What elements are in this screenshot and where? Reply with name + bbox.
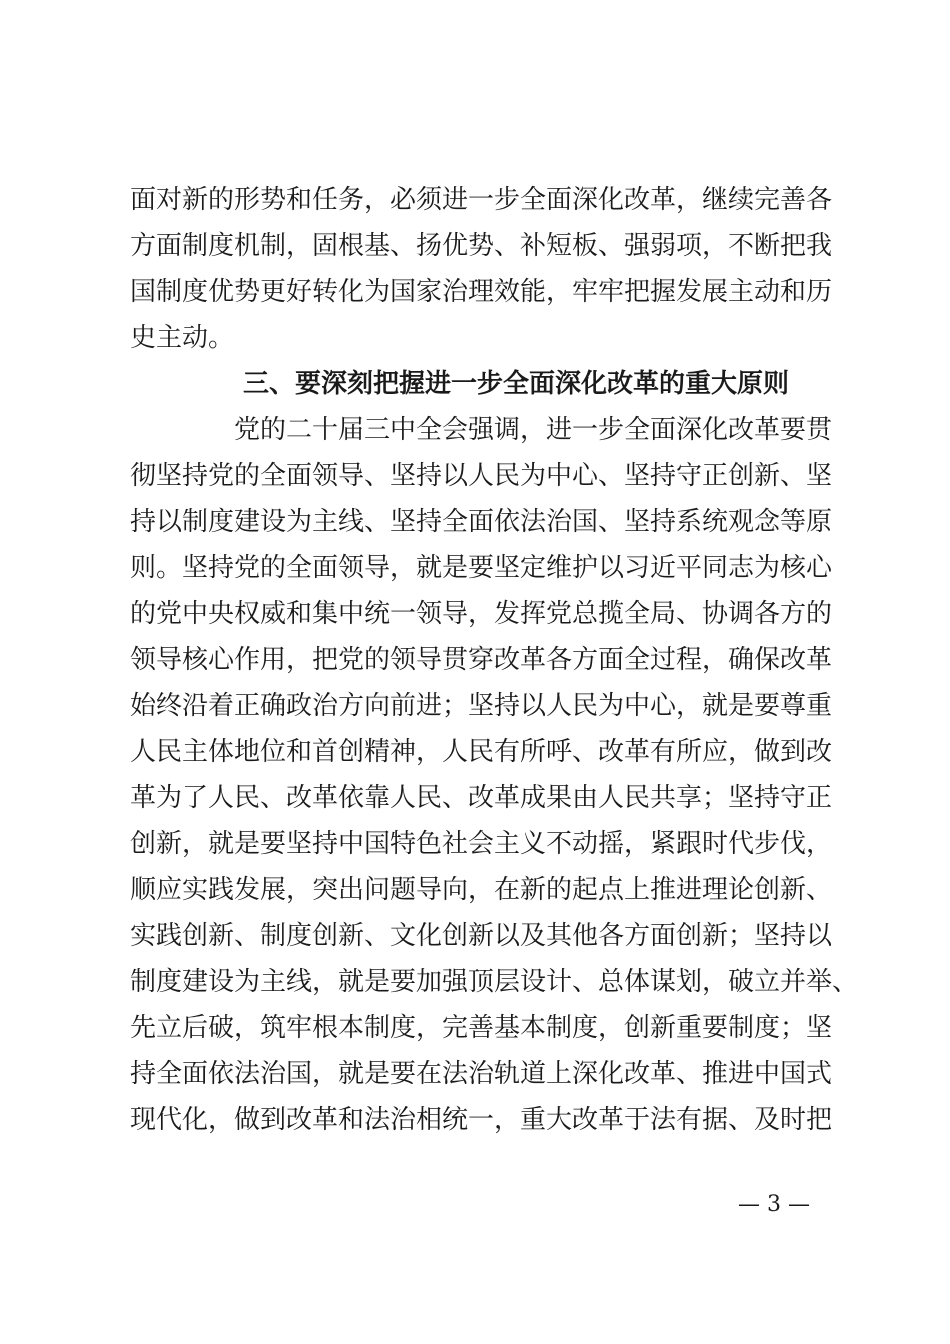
paragraph-line: 的党中央权威和集中统一领导，发挥党总揽全局、协调各方的 [130, 599, 833, 629]
page-number: — 3 — [738, 1192, 810, 1217]
paragraph-1 [130, 177, 833, 361]
paragraph-line: 国制度优势更好转化为国家治理效能，牢牢把握发展主动和历 [130, 277, 833, 307]
paragraph-line: 先立后破，筑牢根本制度，完善基本制度，创新重要制度；坚 [130, 1013, 833, 1043]
paragraph-line: 党的二十届三中全会强调，进一步全面深化改革要贯 [234, 415, 833, 445]
paragraph-line: 领导核心作用，把党的领导贯穿改革各方面全过程，确保改革 [130, 645, 833, 675]
paragraph-line: 则。坚持党的全面领导，就是要坚定维护以习近平同志为核心 [130, 553, 833, 583]
paragraph-2 [130, 407, 859, 1143]
paragraph-line: 人民主体地位和首创精神，人民有所呼、改革有所应，做到改 [130, 737, 833, 767]
section-heading [0, 361, 950, 407]
paragraph-line: 制度建设为主线，就是要加强顶层设计、总体谋划，破立并举、 [130, 967, 859, 997]
section-heading-text: 三、要深刻把握进一步全面深化改革的重大原则 [242, 369, 789, 399]
paragraph-line: 现代化，做到改革和法治相统一，重大改革于法有据、及时把 [130, 1105, 833, 1135]
paragraph-line: 方面制度机制，固根基、扬优势、补短板、强弱项，不断把我 [130, 231, 833, 261]
paragraph-line: 持全面依法治国，就是要在法治轨道上深化改革、推进中国式 [130, 1059, 833, 1089]
paragraph-line: 实践创新、制度创新、文化创新以及其他各方面创新；坚持以 [130, 921, 833, 951]
paragraph-line: 始终沿着正确政治方向前进；坚持以人民为中心，就是要尊重 [130, 691, 833, 721]
paragraph-line: 面对新的形势和任务，必须进一步全面深化改革，继续完善各 [130, 185, 833, 215]
paragraph-line: 创新，就是要坚持中国特色社会主义不动摇，紧跟时代步伐， [130, 829, 833, 859]
paragraph-line: 彻坚持党的全面领导、坚持以人民为中心、坚持守正创新、坚 [130, 461, 833, 491]
paragraph-line: 顺应实践发展，突出问题导向，在新的起点上推进理论创新、 [130, 875, 833, 905]
paragraph-line: 持以制度建设为主线、坚持全面依法治国、坚持系统观念等原 [130, 507, 833, 537]
paragraph-line: 革为了人民、改革依靠人民、改革成果由人民共享；坚持守正 [130, 783, 833, 813]
paragraph-line: 史主动。 [130, 323, 235, 353]
